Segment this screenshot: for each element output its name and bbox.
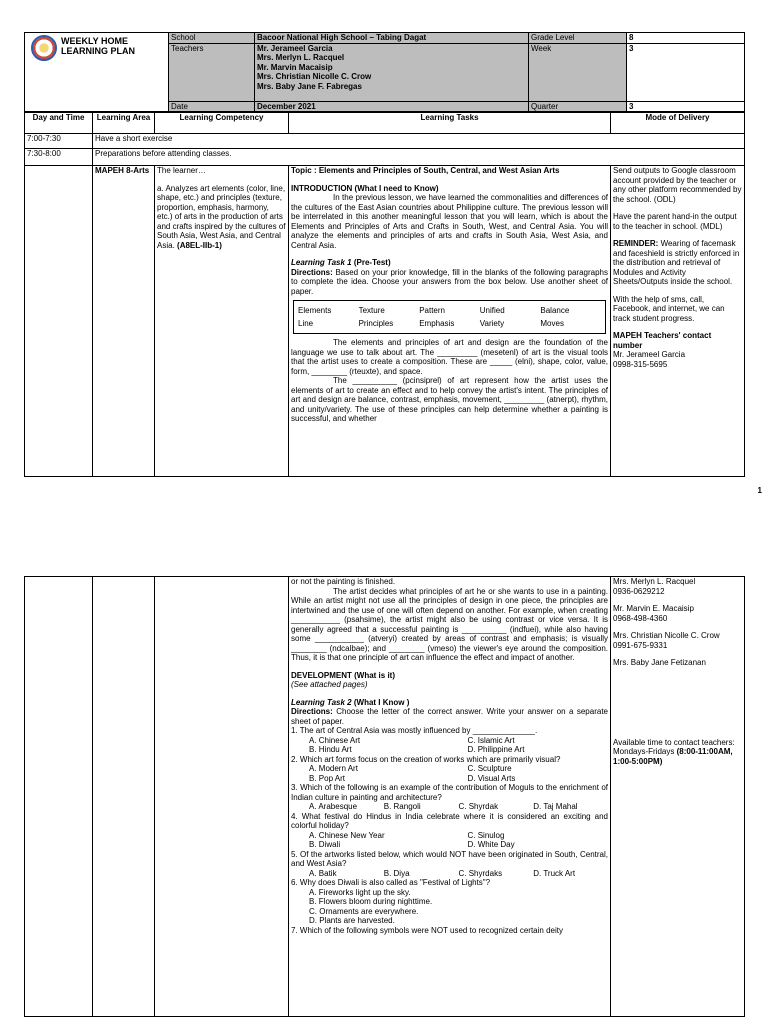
answer-option: D. Plants are harvested.: [309, 916, 395, 925]
question: 7. Which of the following symbols were NOT used to recognized certain deity: [291, 925, 563, 935]
day-time-cell: [25, 577, 93, 1017]
task1-title: Learning Task 1 (Pre-Test): [291, 258, 391, 267]
contact-label: MAPEH Teachers' contact number: [613, 331, 712, 350]
paragraph-2: The __________ (pcinsiprel) of art represent how the artist uses the elements of art to create an effect and to help convey the artist's intent. The principles of art and design are balance, contrast, emphasis, movement, _________ (atnerpt), rhythm, and unity/variety. The use of these principles can help determine whether a painting is successful, and whether: [291, 376, 608, 423]
plan-table: [24, 112, 745, 477]
quarter-value: 3: [627, 101, 745, 112]
question: 1. The art of Central Asia was mostly influenced by ______________.: [291, 726, 538, 735]
paragraph-3: The artist decides what principles of art he or she wants to use in a painting. While an artist might not use all the principles of design in one piece, the principles are intertwined and the use of one will often depend on another. For example, when creating ___________ (psahsime), the artist might also be using contrast or vice versa. It is generally agreed that a successful painting is __________ (indfuei), while also having some ___________ (atveryi) created by areas of contrast and emphasis; is visually ________ (ndcalbae); and ________ (vmeso) the viewer's eye around the composition. Thus, it is that one principle of art can influence the effect and impact of another.: [291, 586, 608, 662]
delivery-cell: [611, 577, 745, 1017]
word-choice: Balance: [540, 306, 570, 315]
school-value: Bacoor National High School – Tabing Dagat: [255, 33, 529, 44]
development-note: (See attached pages): [291, 680, 368, 689]
teacher-name: Mrs. Christian Nicolle C. Crow: [257, 72, 372, 81]
week-label: Week: [529, 43, 627, 101]
teachers-list: [255, 43, 529, 101]
answer-option: A. Fireworks light up the sky.: [309, 887, 411, 897]
teacher-name: Mr. Jerameel Garcia: [257, 43, 333, 53]
learning-area: MAPEH 8-Arts: [93, 166, 155, 477]
availability: Available time to contact teachers: Mondays-Fridays (8:00-11:00AM, 1:00-5:00PM): [613, 737, 735, 766]
task1-directions: Directions: Based on your prior knowledge, fill in the blanks of the following paragraphs to complete the idea. Choose your answers from the box below. Use another sheet of paper.: [291, 267, 608, 296]
word-choice: Texture: [358, 306, 385, 315]
contact-number: 0998-315-5695: [613, 359, 668, 369]
reminder: REMINDER: Wearing of facemask and faceshield is strictly enforced in the distribution and retrieval of Modules and Activity Sheets/Outputs inside the school.: [613, 239, 740, 286]
word-choice: Elements: [298, 306, 332, 315]
col-competency: Learning Competency: [155, 113, 289, 134]
question: 6. Why does Diwali is also called as "Festival of Lights"?: [291, 878, 491, 887]
page-1: [24, 32, 744, 477]
answer-options: A. Modern Art C. Sculpture: [309, 764, 512, 773]
school-label: School: [169, 33, 255, 44]
page-number: 1: [757, 486, 762, 495]
task2-directions: Directions: Choose the letter of the correct answer. Write your answer on a separate sheet of paper.: [291, 707, 608, 726]
word-choice: Principles: [358, 319, 394, 328]
word-choice: Pattern: [419, 306, 445, 315]
row-task: Have a short exercise: [93, 134, 745, 149]
contact-number: 0936-0629212: [613, 586, 665, 596]
contact-number: 0991-675-9331: [613, 640, 668, 650]
deped-seal-icon: [31, 35, 57, 61]
col-tasks: Learning Tasks: [289, 113, 611, 134]
col-day-time: Day and Time: [25, 113, 93, 134]
contact-name: Mr. Jerameel Garcia: [613, 350, 686, 359]
question: 4. What festival do Hindus in India celebrate where it is considered an exciting and colorful holiday?: [291, 811, 608, 830]
intro-heading: INTRODUCTION (What I need to Know): [291, 183, 439, 193]
competency-text: a. Analyzes art elements (color, line, shape, etc.) and principles (texture, proportion, emphasis, harmony, etc.) of arts in the production of arts and crafts inspired by the cultures of South Asia, West Asia, and Central Asia. (A8EL-IIb-1): [157, 183, 286, 250]
word-choice: Line: [298, 319, 314, 328]
row-time: 7:00-7:30: [25, 134, 93, 149]
answer-option: C. Ornaments are everywhere.: [309, 906, 419, 916]
quarter-label: Quarter: [529, 101, 627, 112]
date-label: Date: [169, 101, 255, 112]
question: 2. Which art forms focus on the creation of works which are primarily visual?: [291, 754, 561, 764]
plan-table-continued: [24, 576, 745, 1017]
answer-options: B. Diwali D. White Day: [309, 840, 515, 849]
plan-title-cell: [25, 33, 169, 112]
teacher-name: Mr. Marvin Macaisip: [257, 62, 333, 72]
word-choice: Unified: [479, 306, 505, 315]
answer-options: A. Chinese Art C. Islamic Art: [309, 735, 515, 745]
header-table: [24, 32, 745, 112]
development-heading: DEVELOPMENT (What is it): [291, 670, 395, 680]
grade-value: 8: [627, 33, 745, 44]
teachers-label: Teachers: [169, 43, 255, 101]
plan-title: WEEKLY HOME LEARNING PLAN: [61, 36, 135, 56]
answer-options: B. Pop Art D. Visual Arts: [309, 773, 516, 783]
word-choice: Moves: [540, 319, 564, 328]
delivery-cell: [611, 166, 745, 477]
tasks-cell: [289, 166, 611, 477]
date-value: December 2021: [255, 101, 529, 112]
col-delivery: Mode of Delivery: [611, 113, 745, 134]
row-time: 7:30-8:00: [25, 149, 93, 166]
day-time-cell: [25, 166, 93, 477]
answer-options: A. Chinese New Year C. Sinulog: [309, 830, 505, 840]
competency-code: (A8EL-IIb-1): [177, 240, 222, 250]
competency-cell: [155, 166, 289, 477]
grade-label: Grade Level: [529, 33, 627, 44]
contact-name: Mrs. Merlyn L. Racquel: [613, 577, 696, 586]
contact-name: Mrs. Baby Jane Fetizanan: [613, 658, 706, 667]
contact-name: Mr. Marvin E. Macaisip: [613, 604, 694, 613]
answer-options: B. Hindu Art D. Philippine Art: [309, 745, 525, 754]
tasks-cell: [289, 577, 611, 1017]
question: 5. Of the artworks listed below, which would NOT have been originated in South, Central, and West Asia?: [291, 849, 608, 868]
competency-cell: [155, 577, 289, 1017]
row-task: Preparations before attending classes.: [93, 149, 745, 166]
question: 3. Which of the following is an example of the contribution of Moguls to the enrichment of Indian culture in painting and architecture?: [291, 783, 608, 802]
paragraph-1: The elements and principles of art and design are the foundation of the language we use to talk about art. The _________ (mesetenl) of art is the visual tools that the artist uses to create a composition. These are _____ (elni), shape, color, value, form, ________ (rteuxte), and space.: [291, 338, 608, 376]
week-value: 3: [627, 43, 745, 101]
answer-option: B. Flowers bloom during nighttime.: [309, 897, 433, 906]
word-choice: Variety: [479, 319, 505, 328]
teacher-name: Mrs. Merlyn L. Racquel: [257, 53, 345, 62]
topic: Topic : Elements and Principles of South, Central, and West Asian Arts: [291, 166, 560, 175]
col-learning-area: Learning Area: [93, 113, 155, 134]
delivery-odl: Send outputs to Google classroom account provided by the teacher or any other platform recommended by the school. (ODL): [613, 166, 742, 204]
task2-title: Learning Task 2 (What I Know ): [291, 697, 410, 707]
teacher-name: Mrs. Baby Jane F. Fabregas: [257, 81, 362, 91]
contact-number: 0968-498-4360: [613, 613, 668, 623]
answer-options: A. Arabesque B. Rangoli C. Shyrdak D. Taj Mahal: [309, 802, 578, 811]
contact-name: Mrs. Christian Nicolle C. Crow: [613, 631, 720, 640]
page-2: [24, 576, 744, 1017]
paragraph-continued: or not the painting is finished.: [291, 577, 396, 586]
tracking-note: With the help of sms, call, Facebook, and internet, we can track student progress.: [613, 294, 725, 323]
learning-area-cell: [93, 577, 155, 1017]
word-box: [293, 300, 606, 334]
competency-intro: The learner…: [157, 166, 206, 175]
delivery-mdl: Have the parent hand-in the output to the teacher in school. (MDL): [613, 212, 737, 231]
answer-options: A. Batik B. Diya C. Shyrdaks D. Truck Art: [309, 868, 576, 878]
intro-text: In the previous lesson, we have learned the commonalities and differences of the cultures of the East Asian countries about Philippine culture. The previous lesson will be interrelated in this another meaningful lesson that you will learn, which is about the Elements and Principles of Arts and Crafts in South, West, and Central Asia. You will analyze the elements and principles of arts and crafts in South Asia, West Asia, and Central Asia.: [291, 193, 608, 250]
word-choice: Emphasis: [419, 319, 455, 328]
